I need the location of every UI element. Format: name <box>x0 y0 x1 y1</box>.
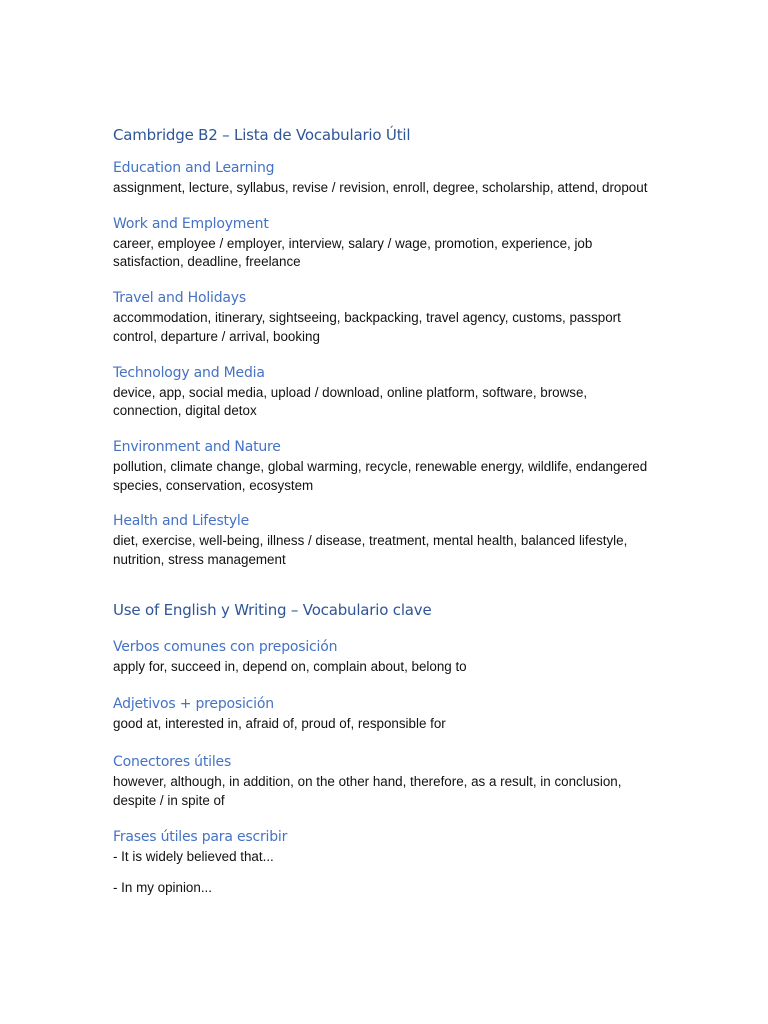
category-words: diet, exercise, well-being, illness / disease, treatment, mental health, balanced lifestyle, nutrition, stress management <box>113 533 628 568</box>
category-heading: Health and Lifestyle <box>113 513 250 530</box>
category-heading: Work and Employment <box>113 215 269 232</box>
category-environment <box>113 436 658 495</box>
category-words: device, app, social media, upload / download, online platform, software, browse, connection, digital detox <box>113 384 588 419</box>
category-words: assignment, lecture, syllabus, revise / revision, enroll, degree, scholarship, attend, dropout <box>113 180 648 195</box>
vocab-heading: Frases útiles para escribir <box>113 828 288 845</box>
vocab-heading: Adjetivos + preposición <box>113 696 274 713</box>
category-heading: Environment and Nature <box>113 438 281 455</box>
vocab-item-verbs <box>113 636 658 677</box>
page-title: Cambridge B2 – Lista de Vocabulario Útil <box>113 126 411 144</box>
category-heading: Technology and Media <box>113 364 265 381</box>
vocab-words: apply for, succeed in, depend on, complain about, belong to <box>113 658 467 674</box>
key-vocabulary-list <box>113 636 658 898</box>
document-page <box>113 123 658 898</box>
category-heading: Travel and Holidays <box>113 290 246 307</box>
vocab-item-adjectives <box>113 693 658 734</box>
category-list <box>113 157 658 570</box>
category-work <box>113 213 658 272</box>
vocab-heading: Conectores útiles <box>113 754 232 771</box>
category-education <box>113 157 658 198</box>
vocab-heading: Verbos comunes con preposición <box>113 638 338 655</box>
phrase-line: - It is widely believed that... <box>113 848 274 864</box>
category-technology <box>113 362 658 421</box>
category-words: career, employee / employer, interview, salary / wage, promotion, experience, job satisfaction, deadline, freelance <box>113 235 593 270</box>
section-title: Use of English y Writing – Vocabulario clave <box>113 600 432 619</box>
phrase-line: - In my opinion... <box>113 880 212 896</box>
vocab-words: however, although, in addition, on the other hand, therefore, as a result, in conclusion, despite / in spite of <box>113 774 622 808</box>
category-health <box>113 510 658 569</box>
category-words: pollution, climate change, global warming, recycle, renewable energy, wildlife, endangered species, conservation, ecosystem <box>113 458 648 493</box>
vocab-item-phrases <box>113 826 658 898</box>
category-travel <box>113 287 658 346</box>
category-words: accommodation, itinerary, sightseeing, backpacking, travel agency, customs, passport control, departure / arrival, booking <box>113 310 621 344</box>
category-heading: Education and Learning <box>113 160 275 176</box>
vocab-words: good at, interested in, afraid of, proud of, responsible for <box>113 716 446 732</box>
vocab-item-connectors <box>113 751 658 810</box>
